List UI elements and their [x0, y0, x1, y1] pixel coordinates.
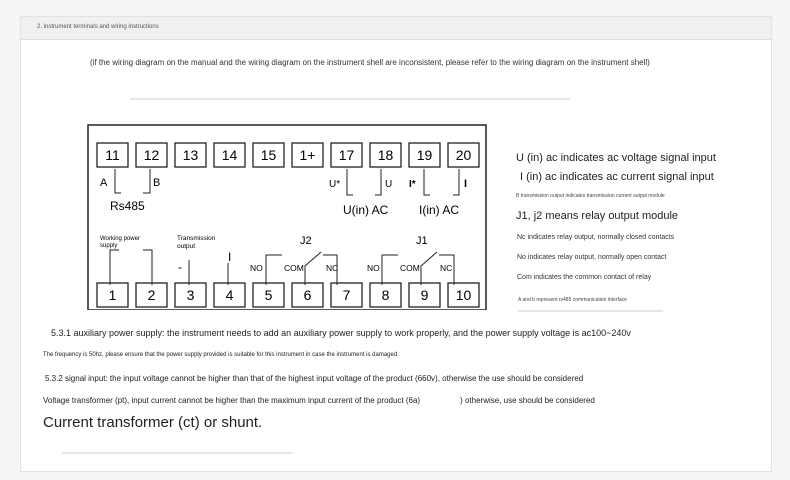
legend-com: Com indicates the common contact of relay: [517, 274, 652, 281]
legend-nc: Nc indicates relay output, normally closed contacts: [517, 234, 675, 241]
label-minus: -: [178, 260, 182, 274]
faint-line: [518, 310, 663, 312]
legend-i-ac: I (in) ac indicates ac current signal input: [520, 171, 714, 183]
top-terminal-label: 1+: [299, 147, 316, 163]
bottom-terminal-row: [97, 283, 479, 307]
bottom-terminal-label: 5: [264, 287, 273, 303]
top-terminal-label: 19: [416, 147, 433, 163]
bottom-terminal-label: 6: [303, 287, 312, 303]
paragraph-frequency: The frequency is 50hz, please ensure that the power supply provided is suitable for this instrument in case the instrument is damaged.: [43, 352, 399, 358]
legend-relay: J1, j2 means relay output module: [516, 210, 679, 222]
legend-u-ac: U (in) ac indicates ac voltage signal input: [516, 152, 716, 164]
label-j1: J1: [416, 235, 428, 247]
bottom-terminal-label: 3: [186, 287, 195, 303]
section-header: [21, 17, 771, 40]
label-b: B: [153, 177, 161, 189]
transmission-wire: [189, 260, 228, 285]
top-terminal-label: 15: [260, 147, 277, 163]
legend-no: No indicates relay output, normally open contact: [517, 254, 667, 261]
bottom-terminal-label: 1: [108, 287, 117, 303]
label-i-star: I*: [409, 179, 416, 190]
label-working-power-supply: supply: [100, 243, 118, 249]
top-terminal-label: 20: [455, 147, 472, 163]
label-transmission: Transmission: [177, 235, 216, 242]
label-working-power: Working power: [100, 236, 140, 242]
bottom-terminal-label: 4: [225, 287, 234, 303]
label-plus: I: [228, 250, 232, 264]
current-wire: [424, 169, 459, 195]
paragraph-signal-input: 5.3.2 signal input: the input voltage cannot be higher than that of the highest input voltage of the product (660v), otherwise the use should be considered: [45, 374, 584, 383]
rs485-wire: [115, 169, 150, 193]
bottom-terminal-label: 7: [342, 287, 351, 303]
bottom-terminal-label: 8: [381, 287, 390, 303]
faint-line: [62, 452, 292, 454]
top-terminal-label: 14: [221, 147, 238, 163]
wiring-diagram: [67, 110, 487, 310]
faint-line: [130, 98, 570, 100]
label-rs485: Rs485: [110, 199, 145, 213]
wiring-note: (if the wiring diagram on the manual and the wiring diagram on the instrument shell are inconsistent, please refer to the wiring diagram on the instrument shell): [90, 58, 650, 67]
legend-ab: A and b represent rs485 communication interface: [518, 297, 627, 303]
label-transmission-output: output: [177, 243, 196, 250]
section-title: 2. instrument terminals and wiring instructions: [37, 24, 159, 30]
label-j2: J2: [300, 235, 312, 247]
label-i: I: [464, 178, 468, 190]
bottom-terminal-label: 2: [147, 287, 156, 303]
top-terminal-label: 13: [182, 147, 199, 163]
paragraph-auxiliary-power: 5.3.1 auxiliary power supply: the instrument needs to add an auxiliary power supply to work properly, and the power supply voltage is ac100~240v: [51, 328, 631, 338]
label-j2-com: COM: [284, 263, 304, 273]
bottom-terminal-label: 9: [420, 287, 429, 303]
label-u: U: [385, 179, 393, 190]
bottom-terminal-label: 10: [455, 287, 472, 303]
label-u-star: U*: [329, 179, 341, 190]
paragraph-voltage-transformer-a: Voltage transformer (pt), input current cannot be higher than the maximum input current of the product (6a): [43, 396, 421, 405]
power-wire: [110, 250, 152, 285]
top-terminal-label: 11: [105, 147, 120, 163]
top-terminal-label: 12: [143, 147, 160, 163]
top-terminal-row: [97, 143, 479, 167]
label-j1-nc: NC: [440, 263, 453, 273]
label-u-ac: U(in) AC: [343, 203, 389, 217]
legend-transmission: B transmission output indicates transmission current output module: [516, 193, 665, 199]
label-i-ac: I(in) AC: [419, 203, 460, 217]
top-terminal-label: 18: [377, 147, 394, 163]
label-j1-no: NO: [367, 263, 380, 273]
label-j2-no: NO: [250, 263, 263, 273]
label-a: A: [100, 177, 108, 189]
label-j1-com: COM: [400, 263, 420, 273]
voltage-wire: [347, 169, 381, 195]
label-j2-nc: NC: [326, 263, 339, 273]
paragraph-voltage-transformer: [43, 396, 595, 405]
paragraph-current-transformer: Current transformer (ct) or shunt.: [43, 414, 263, 431]
paragraph-voltage-transformer-b: ) otherwise, use should be considered: [460, 396, 595, 405]
top-terminal-label: 17: [338, 147, 355, 163]
